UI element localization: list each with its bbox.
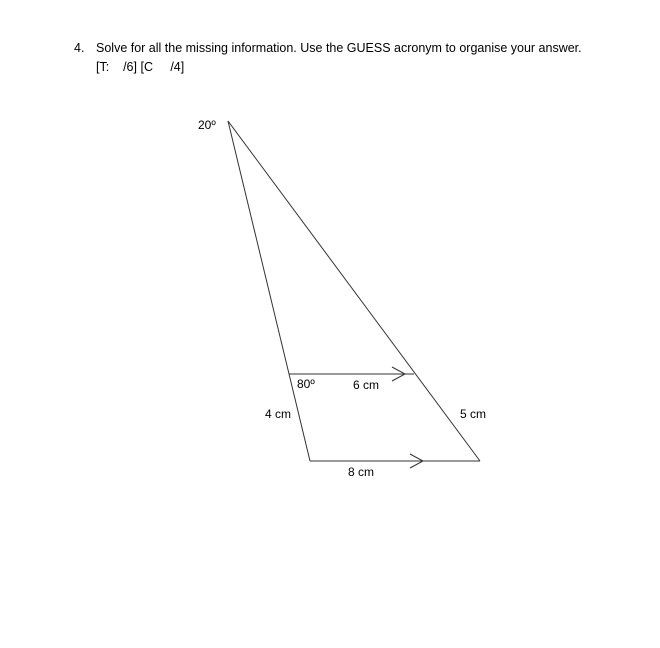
- label-angle-inner: 80º: [297, 377, 315, 391]
- label-side-left-lower: 4 cm: [265, 407, 292, 421]
- communication-marks: [C /4]: [137, 60, 185, 74]
- label-side-upper-parallel: 6 cm: [353, 378, 380, 392]
- question-number: 4.: [74, 41, 85, 55]
- label-angle-top: 20º: [198, 118, 216, 132]
- label-side-right-lower: 5 cm: [460, 407, 487, 421]
- thinking-marks: [T: /6]: [96, 60, 137, 74]
- question-text: Solve for all the missing information. Use the GUESS acronym to organise your answer.: [96, 41, 582, 55]
- label-side-base: 8 cm: [348, 465, 375, 479]
